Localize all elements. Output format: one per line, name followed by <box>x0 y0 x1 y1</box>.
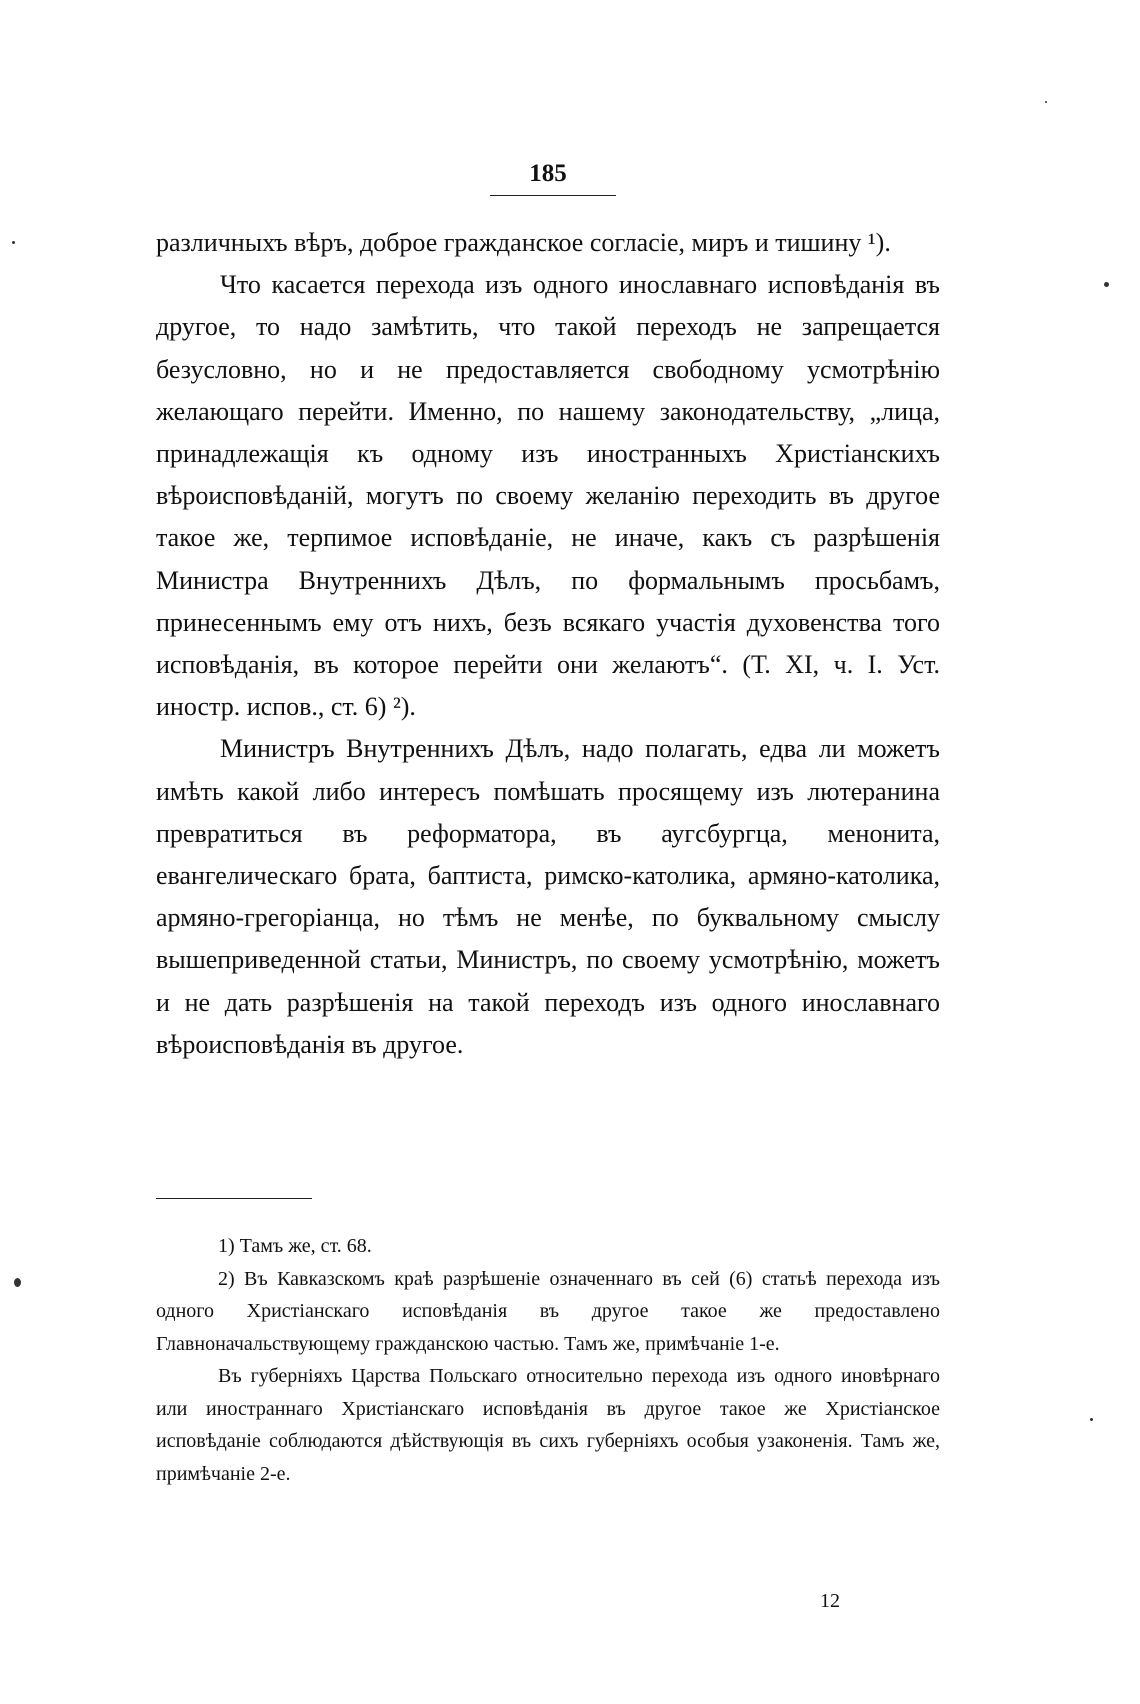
paragraph: Министръ Внутреннихъ Дѣлъ, надо полагать, едва ли можетъ имѣть какой либо интересъ помѣшать просящему изъ лютеранина превратиться въ реформатора, въ аугсбургца, менонита, евангелическаго брата, баптиста, римско-католика, армяно-католика, армяно-грегоріанца, но тѣмъ не менѣе, по буквальному смыслу вышеприведенной статьи, Министръ, по своему усмотрѣнію, можетъ и не дать разрѣшенія на такой переходъ изъ одного инославнаго вѣроисповѣданія въ другое. <box>156 734 940 1059</box>
main-text <box>156 222 940 1066</box>
scan-speck <box>14 1278 21 1287</box>
paragraph: различныхъ вѣръ, доброе гражданское согласіе, миръ и тишину ¹). <box>156 228 891 257</box>
scan-speck <box>12 241 15 244</box>
footnote: 1) Тамъ же, ст. 68. <box>218 1235 372 1257</box>
footnote: 2) Въ Кавказскомъ краѣ разрѣшеніе означеннаго въ сей (6) статьѣ перехода изъ одного Христіанскаго исповѣданія въ другое такое же предоставлено Главноначальствующему гражданскою частью. Тамъ же, примѣчаніе 1-е. <box>156 1267 940 1355</box>
scan-speck <box>1045 101 1047 103</box>
footnotes <box>156 1230 940 1490</box>
signature-mark: 12 <box>820 1590 840 1612</box>
scan-speck <box>1104 282 1109 287</box>
footnote-rule <box>156 1198 312 1199</box>
page-number: 185 <box>529 160 567 187</box>
header-rule <box>490 195 616 196</box>
paragraph: Что касается перехода изъ одного инославнаго исповѣданія въ другое, то надо замѣтить, что такой переходъ не запрещается безусловно, но и не предоставляется свободному усмотрѣнію желающаго перейти. Именно, по нашему законодательству, „лица, принадлежащія къ одному изъ иностранныхъ Христіанскихъ вѣроисповѣданій, могутъ по своему желанію переходить въ другое такое же, терпимое исповѣданіе, не иначе, какъ съ разрѣшенія Министра Внутреннихъ Дѣлъ, по формальнымъ просьбамъ, принесеннымъ ему отъ нихъ, безъ всякаго участія духовенства того исповѣданія, въ которое перейти они желаютъ“. (Т. XI, ч. I. Уст. иностр. испов., ст. 6) ²). <box>156 270 940 722</box>
scan-speck <box>1090 1418 1093 1421</box>
footnote: Въ губерніяхъ Царства Польскаго относительно перехода изъ одного иновѣрнаго или иностраннаго Христіанскаго исповѣданія въ другое такое же Христіанское исповѣданіе соблюдаются дѣйствующія въ сихъ губерніяхъ особыя узаконенія. Тамъ же, примѣчаніе 2-е. <box>156 1365 940 1485</box>
